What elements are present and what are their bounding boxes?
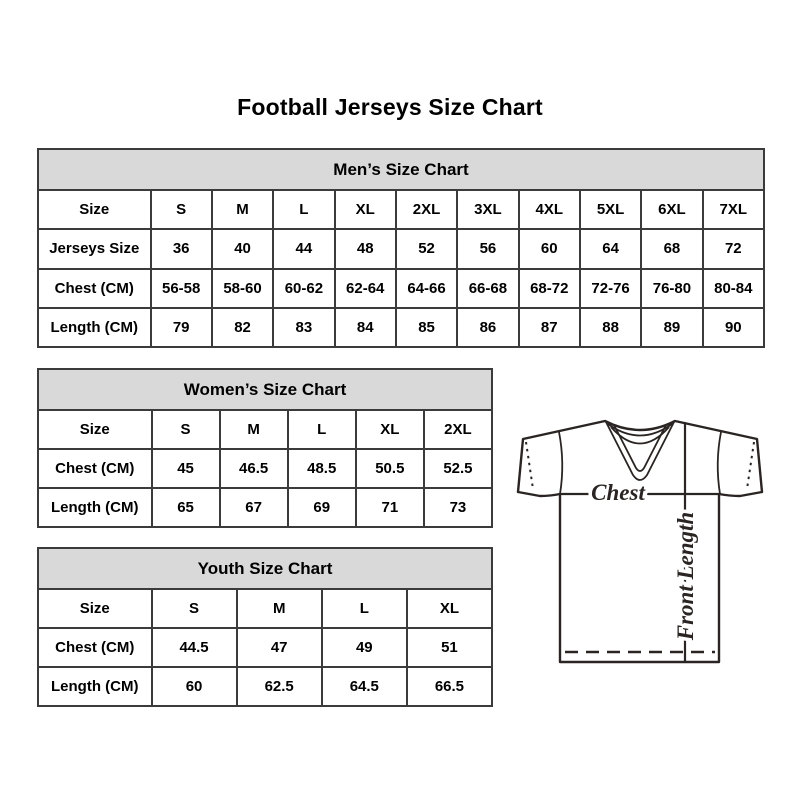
table-cell: 49	[322, 628, 407, 667]
table-cell: 46.5	[220, 449, 288, 488]
table-cell: 45	[152, 449, 220, 488]
table-cell: 68	[641, 229, 702, 268]
table-cell: L	[273, 190, 334, 229]
table-cell: 4XL	[519, 190, 580, 229]
table-cell: 62-64	[335, 269, 396, 308]
table-cell: 62.5	[237, 667, 322, 706]
jersey-outline	[518, 421, 762, 662]
table-cell: 64	[580, 229, 641, 268]
table-row	[38, 229, 764, 268]
table-cell: 80-84	[703, 269, 764, 308]
table-cell: 72-76	[580, 269, 641, 308]
table-cell: 73	[424, 488, 492, 527]
table-cell: 48	[335, 229, 396, 268]
table-row	[38, 449, 492, 488]
table-cell: 56-58	[151, 269, 212, 308]
table-cell: 60	[519, 229, 580, 268]
table-cell: 36	[151, 229, 212, 268]
jersey-measurement-diagram	[505, 411, 777, 688]
table-cell: 52.5	[424, 449, 492, 488]
table-cell: 65	[152, 488, 220, 527]
table-cell: S	[152, 589, 237, 628]
row-label: Chest (CM)	[38, 449, 152, 488]
table-cell: 47	[237, 628, 322, 667]
mens-size-table-title: Men’s Size Chart	[38, 149, 764, 190]
table-row	[38, 190, 764, 229]
table-cell: 7XL	[703, 190, 764, 229]
table-row	[38, 667, 492, 706]
table-cell: 56	[457, 229, 518, 268]
table-cell: 68-72	[519, 269, 580, 308]
table-cell: 52	[396, 229, 457, 268]
front-length-measure-label: Front Length	[673, 511, 698, 641]
table-cell: S	[152, 410, 220, 449]
table-cell: 48.5	[288, 449, 356, 488]
table-cell: 87	[519, 308, 580, 347]
table-row	[38, 628, 492, 667]
womens-size-table-title: Women’s Size Chart	[38, 369, 492, 410]
table-cell: 44.5	[152, 628, 237, 667]
table-row	[38, 269, 764, 308]
youth-size-table-title: Youth Size Chart	[38, 548, 492, 589]
youth-size-table	[37, 547, 493, 707]
table-cell: XL	[335, 190, 396, 229]
table-cell: 51	[407, 628, 492, 667]
table-cell: 50.5	[356, 449, 424, 488]
table-cell: L	[288, 410, 356, 449]
table-cell: 5XL	[580, 190, 641, 229]
table-row	[38, 308, 764, 347]
table-row	[38, 410, 492, 449]
table-cell: 64-66	[396, 269, 457, 308]
table-cell: 72	[703, 229, 764, 268]
row-label: Size	[38, 589, 152, 628]
table-cell: 83	[273, 308, 334, 347]
table-cell: 64.5	[322, 667, 407, 706]
table-cell: 58-60	[212, 269, 273, 308]
table-cell: 69	[288, 488, 356, 527]
table-cell: 2XL	[424, 410, 492, 449]
row-label: Size	[38, 410, 152, 449]
table-cell: 89	[641, 308, 702, 347]
table-cell: 67	[220, 488, 288, 527]
table-row	[38, 589, 492, 628]
table-cell: 2XL	[396, 190, 457, 229]
table-cell: 40	[212, 229, 273, 268]
table-cell: XL	[407, 589, 492, 628]
mens-size-table	[37, 148, 765, 348]
table-cell: 86	[457, 308, 518, 347]
table-cell: 60	[152, 667, 237, 706]
jersey-diagram-svg	[505, 411, 777, 688]
table-cell: 66-68	[457, 269, 518, 308]
table-cell: 84	[335, 308, 396, 347]
table-row	[38, 488, 492, 527]
row-label: Size	[38, 190, 151, 229]
row-label: Length (CM)	[38, 488, 152, 527]
table-cell: 90	[703, 308, 764, 347]
table-cell: M	[237, 589, 322, 628]
table-cell: 6XL	[641, 190, 702, 229]
table-cell: 85	[396, 308, 457, 347]
row-label: Chest (CM)	[38, 628, 152, 667]
table-cell: 76-80	[641, 269, 702, 308]
table-cell: M	[212, 190, 273, 229]
row-label: Jerseys Size	[38, 229, 151, 268]
table-cell: 66.5	[407, 667, 492, 706]
table-cell: 79	[151, 308, 212, 347]
table-cell: 44	[273, 229, 334, 268]
table-cell: 88	[580, 308, 641, 347]
row-label: Chest (CM)	[38, 269, 151, 308]
table-cell: 82	[212, 308, 273, 347]
page-title: Football Jerseys Size Chart	[237, 94, 543, 120]
table-cell: 71	[356, 488, 424, 527]
table-cell: 60-62	[273, 269, 334, 308]
table-cell: M	[220, 410, 288, 449]
table-cell: XL	[356, 410, 424, 449]
row-label: Length (CM)	[38, 308, 151, 347]
table-cell: 3XL	[457, 190, 518, 229]
chest-measure-label: Chest	[591, 480, 645, 505]
womens-size-table	[37, 368, 493, 528]
table-cell: L	[322, 589, 407, 628]
table-cell: S	[151, 190, 212, 229]
row-label: Length (CM)	[38, 667, 152, 706]
